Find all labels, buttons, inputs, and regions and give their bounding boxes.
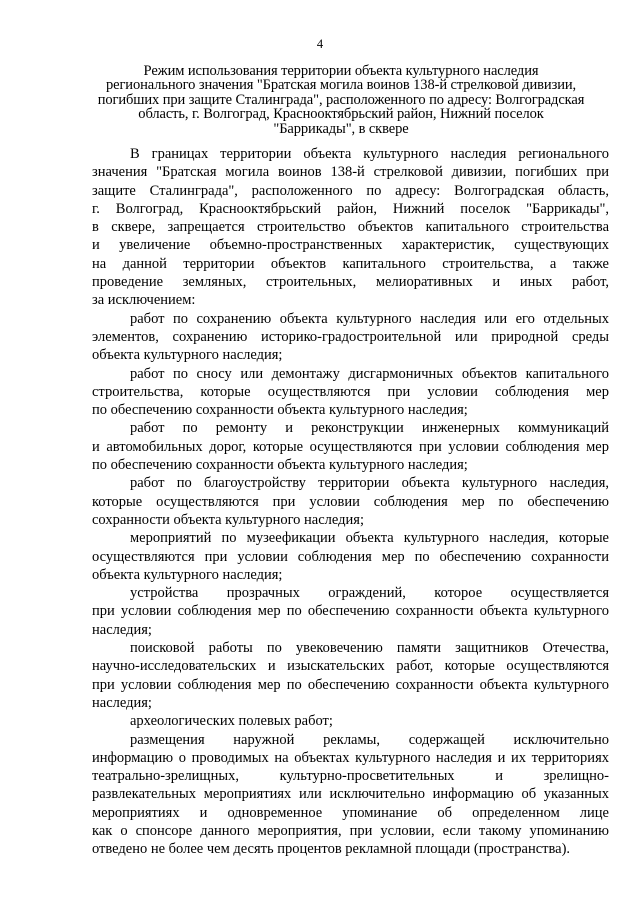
body-text-line: мероприятий по музеефикации объекта культурного наследия, которые [130, 530, 609, 547]
body-text-line: театрально-зрелищных, культурно-просветительных и зрелищно- [92, 768, 609, 785]
body-text-line: осуществляются при условии соблюдения мер по обеспечению сохранности [92, 548, 609, 565]
body-text-line: на данной территории объектов капитального строительства, а также [92, 255, 609, 272]
body-text-line: развлекательных мероприятиях или исключительно информацию об указанных [92, 786, 609, 803]
body-text-line: значения "Братская могила воинов 138-й стрелковой дивизии, погибших при [92, 164, 609, 181]
page-number: 4 [316, 37, 324, 51]
document-body [92, 145, 609, 859]
body-text-line: по обеспечению сохранности объекта культурного наследия; [92, 402, 468, 419]
body-text-line: при условии соблюдения мер по обеспечению сохранности объекта культурного [92, 676, 609, 693]
body-text-line: объекта культурного наследия; [92, 566, 283, 583]
body-text-line: по обеспечению сохранности объекта культурного наследия; [92, 457, 468, 474]
body-text-line: мероприятиях и одновременное упоминание об определенном лице [92, 804, 609, 821]
body-text-line: отведено не более чем десять процентов рекламной площади (пространства). [92, 841, 571, 858]
body-text-line: и увеличение объемно-пространственных характеристик, существующих [92, 237, 609, 254]
body-text-line: строительства, которые осуществляются при условии соблюдения мер [92, 383, 609, 400]
body-text-line: г. Волгоград, Краснооктябрьский район, Нижний поселок "Баррикады", [92, 200, 609, 217]
body-text-line: наследия; [92, 694, 152, 711]
body-text-line: размещения наружной рекламы, содержащей исключительно [130, 731, 609, 748]
title-line: область, г. Волгоград, Краснооктябрьский район, Нижний поселок [138, 106, 544, 123]
title-line: регионального значения "Братская могила воинов 138-й стрелковой дивизии, [105, 77, 577, 94]
body-text-line: в сквере, запрещается строительство объектов капитального строительства [92, 219, 609, 236]
body-text-line: устройства прозрачных ограждений, которое осуществляется [130, 585, 609, 602]
body-text-line: научно-исследовательских и изыскательских работ, которые осуществляются [92, 658, 609, 675]
body-text-line: сохранности объекта культурного наследия; [92, 511, 364, 528]
body-text-line: работ по сносу или демонтажу дисгармоничных объектов капитального [130, 365, 609, 382]
body-text-line: объекта культурного наследия; [92, 347, 283, 364]
body-text-line: защите Сталинграда", расположенного по адресу: Волгоградская область, [92, 182, 609, 199]
body-text-line: работ по сохранению объекта культурного наследия или его отдельных [130, 310, 609, 327]
body-text-line: проведение земляных, строительных, мелиоративных и иных работ, [92, 274, 609, 291]
title-line: Режим использования территории объекта культурного наследия [143, 63, 539, 79]
title-line: "Баррикады", в сквере [273, 120, 409, 137]
body-text-line: археологических полевых работ; [130, 713, 333, 730]
body-text-line: В границах территории объекта культурного наследия регионального [130, 146, 609, 162]
body-text-line: и автомобильных дорог, которые осуществляются при условии соблюдения мер [92, 438, 609, 455]
body-text-line: как о спонсоре данного мероприятия, при условии, если такому упоминанию [92, 822, 609, 839]
body-text-line: элементов, сохранению историко-градостроительной или природной среды [92, 328, 609, 345]
body-text-line: которые осуществляются при условии соблюдения мер по обеспечению [92, 493, 609, 510]
title-line: погибших при защите Сталинграда", расположенного по адресу: Волгоградская [97, 91, 585, 108]
body-text-line: наследия; [92, 621, 152, 638]
document-title [86, 64, 596, 136]
body-text-line: работ по благоустройству территории объекта культурного наследия, [130, 475, 609, 492]
body-text-line: поисковой работы по увековечению памяти защитников Отечества, [130, 640, 609, 657]
body-text-line: работ по ремонту и реконструкции инженерных коммуникаций [130, 420, 609, 437]
body-text-line: при условии соблюдения мер по обеспечению сохранности объекта культурного [92, 603, 609, 620]
body-text-line: информацию о проводимых на объектах культурного наследия и их территориях [92, 749, 609, 766]
body-text-line: за исключением: [92, 292, 196, 309]
